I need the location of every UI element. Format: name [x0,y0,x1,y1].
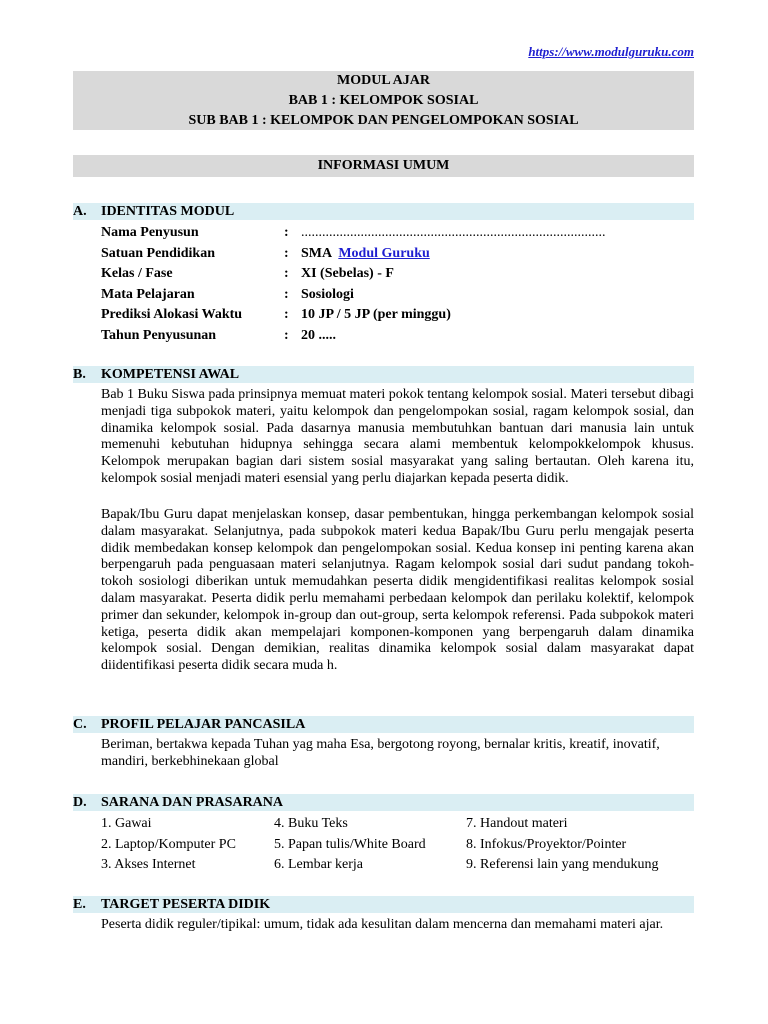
identitas-table [101,223,694,346]
section-letter: C. [73,717,87,732]
identitas-value: XI (Sebelas) - F [301,266,394,281]
module-title-box [73,71,694,130]
sarana-table [101,814,694,876]
section-title: SARANA DAN PRASARANA [101,795,284,810]
section-title: IDENTITAS MODUL [101,204,235,219]
identitas-colon: : [284,245,289,261]
kompetensi-paragraph-1: Bab 1 Buku Siswa pada prinsipnya memuat materi pokok tentang kelompok sosial. Materi tersebut dibagi menjadi tiga subpokok materi, yaitu kelompok dan pengelompokan sosial, ragam kelompok sosial, dan dinamika kelompok sosial. Pada dasarnya manusia membutuhkan bantuan dari manusia lain untuk memenuhi kebutuhan hidupnya sehingga secara alami membentuk kelompokkelompok khusus. Kelompok merupakan bagian dari sistem sosial masyarakat yang saling bertautan. Oleh karena itu, kelompok sosial menjadi materi esensial yang perlu diajarkan kepada peserta didik. [101,387,694,486]
sarana-row [101,855,694,876]
identitas-row [101,285,694,306]
identitas-row [101,244,694,265]
sarana-item: 7. Handout materi [466,816,568,831]
profil-text: Beriman, bertakwa kepada Tuhan yag maha Esa, bergotong royong, bernalar kritis, kreatif, inovatif, mandiri, berkebhinekaan global [101,737,660,769]
sarana-item: 5. Papan tulis/White Board [274,836,426,852]
identitas-value: Sosiologi [301,286,354,302]
identitas-key: Tahun Penyusunan [101,327,217,343]
section-letter: B. [73,367,86,382]
subchapter-title: SUB BAB 1 : KELOMPOK DAN PENGELOMPOKAN SOSIAL [188,113,579,128]
identitas-colon: : [284,286,289,302]
identitas-value: ....................................................................................... [301,225,606,240]
section-title: TARGET PESERTA DIDIK [101,897,271,912]
school-link[interactable]: Modul Guruku [338,245,430,261]
identitas-colon: : [284,327,289,343]
identitas-row [101,305,694,326]
sarana-item: 4. Buku Teks [274,816,348,831]
identitas-key: Mata Pelajaran [101,286,195,302]
section-letter: A. [73,204,87,219]
identitas-key: Satuan Pendidikan [101,245,215,261]
section-letter: E. [73,897,86,912]
identitas-colon: : [284,266,289,281]
sarana-item: 3. Akses Internet [101,857,196,872]
section-a-heading [73,203,694,220]
section-d-heading [73,794,694,811]
chapter-title: BAB 1 : KELOMPOK SOSIAL [288,93,479,108]
school-prefix: SMA [301,245,335,261]
section-e-heading [73,896,694,913]
identitas-value [301,244,430,265]
identitas-row [101,264,694,285]
identitas-key: Prediksi Alokasi Waktu [101,307,243,322]
identitas-value: 20 ..... [301,327,336,343]
kompetensi-paragraph-2: Bapak/Ibu Guru dapat menjelaskan konsep, dasar pembentukan, hingga perkembangan kelompok sosial dalam masyarakat. Selanjutnya, pada subpokok materi kedua Bapak/Ibu Guru perlu mengajak peserta didik membedakan konsep kelompok dan pengelompokan sosial. Kedua konsep ini penting karena akan berpengaruh pada penguasaan materi selanjutnya. Ragam kelompok sosial dari sudut pandang tokoh-tokoh sosiologi diberikan untuk memudahkan peserta didik mengidentifikasi realitas kelompok sosial dalam masyarakat. Peserta didik perlu memahami perbedaan kelompok dan perilaku kolektif, kelompok primer dan sekunder, kelompok in-group dan out-group, serta kelompok referensi. Pada subpokok materi ketiga, peserta didik akan mempelajari komponen-komponen yang berpengaruh dalam dinamika kelompok sosial. Dengan demikian, realitas dinamika kelompok sosial dalam masyarakat dapat diidentifikasi peserta didik secara muda h. [101,507,694,674]
info-umum-heading: INFORMASI UMUM [73,155,694,177]
section-letter: D. [73,795,87,810]
module-title: MODUL AJAR [337,73,430,88]
sarana-item: 9. Referensi lain yang mendukung [466,857,659,872]
sarana-item: 2. Laptop/Komputer PC [101,836,236,852]
sarana-row [101,814,694,835]
section-c-heading [73,716,694,733]
sarana-item: 6. Lembar kerja [274,857,364,872]
identitas-key: Nama Penyusun [101,225,199,240]
identitas-key: Kelas / Fase [101,266,173,281]
sarana-item: 1. Gawai [101,816,152,831]
sarana-item: 8. Infokus/Proyektor/Pointer [466,836,627,852]
header-url-link[interactable]: https://www.modulguruku.com [528,44,694,59]
identitas-colon: : [284,225,289,240]
identitas-colon: : [284,307,289,322]
identitas-value: 10 JP / 5 JP (per minggu) [301,307,451,322]
identitas-row [101,223,694,244]
section-b-heading [73,366,694,383]
identitas-row [101,326,694,347]
section-title: PROFIL PELAJAR PANCASILA [101,717,306,732]
section-title: KOMPETENSI AWAL [101,367,240,382]
sarana-row [101,835,694,856]
target-text: Peserta didik reguler/tipikal: umum, tidak ada kesulitan dalam mencerna dan memahami materi ajar. [101,917,664,932]
